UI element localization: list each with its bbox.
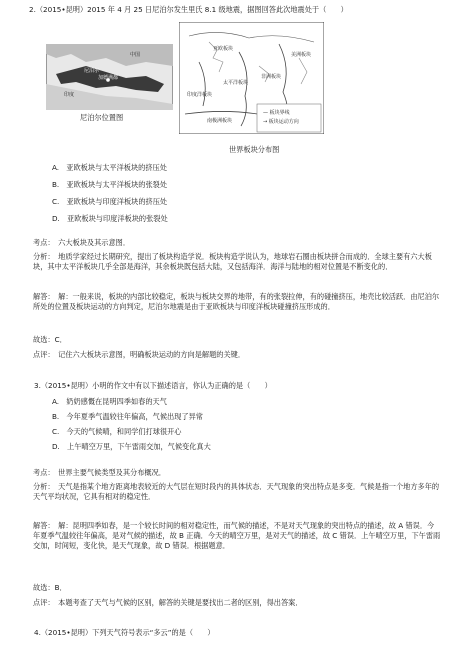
q3-option-d: D. 上午晴空万里，下午雷雨交加，气候变化真大 bbox=[52, 442, 211, 451]
q3-option-a: A. 奶奶感慨在昆明四季如春的天气 bbox=[52, 397, 167, 406]
plate-label-american: 美洲板块 bbox=[291, 52, 312, 58]
plates-map-graphic bbox=[179, 22, 324, 134]
q3-dianping: 点评： 本题考查了天气与气候的区别，解答的关键是要找出二者的区别，得出答案． bbox=[33, 598, 303, 607]
q3-jieda: 解答： 解：昆明四季如春，是一个较长时间的相对稳定性，而气候的描述，不是对天气现象的突出特点的描述，故 A 错误．今年夏季气温较往年偏高，是对气候的描述，故 B 正确．今天的晴空万里，是对天气的描述，故 C 错误．上午晴空万里，下午雷雨交加，时间短，变化快，是天气现象，故 D 错误．根据题意． bbox=[33, 521, 441, 550]
q2-option-d: D. 亚欧板块与印度洋板块的张裂处 bbox=[52, 214, 168, 223]
q3-fenxi: 分析： 天气是指某个地方距离地表较近的大气层在短时段内的具体状态．天气现象的突出特点是多变．气候是指一个地方多年的天气平均状况，它具有相对的稳定性． bbox=[33, 482, 440, 501]
map2-caption: 世界板块分布图 bbox=[229, 145, 280, 154]
q3-kaodian: 考点： 世界主要气候类型及其分布概况． bbox=[33, 468, 166, 477]
q2-guxuan: 故选：C． bbox=[33, 335, 67, 344]
legend-plate-motion: → 板块运动方向 bbox=[263, 119, 299, 125]
plate-label-african: 非洲板块 bbox=[261, 74, 282, 80]
q3-stem: 3.（2015•昆明）小明的作文中有以下描述语言，你认为正确的是（ ） bbox=[34, 381, 272, 390]
q2-option-a: A. 亚欧板块与太平洋板块的挤压处 bbox=[52, 163, 167, 172]
map1-label-kathmandu: 加德满都 bbox=[98, 75, 119, 81]
plate-label-eurasian: 亚欧板块 bbox=[213, 46, 234, 52]
plate-label-indian-ocean: 印度洋板块 bbox=[187, 92, 213, 98]
q3-option-c: C. 今天的气候晴，和同学们打球很开心 bbox=[52, 427, 182, 436]
q2-option-b: B. 亚欧板块与太平洋板块的张裂处 bbox=[52, 180, 168, 189]
plate-label-pacific: 太平洋板块 bbox=[223, 80, 249, 86]
q3-guxuan: 故选：B． bbox=[33, 583, 67, 592]
q2-dianping: 点评： 记住六大板块示意图，明确板块运动的方向是解题的关键． bbox=[33, 350, 246, 359]
q2-jieda: 解答： 解：一般来说，板块的内部比较稳定，板块与板块交界的地带，有的张裂拉伸，有的碰撞挤压，地壳比较活跃．由尼泊尔所处的位置及板块运动的方向判定，尼泊尔地震是由于亚欧板块与印度洋板块碰撞挤压形成的． bbox=[33, 292, 440, 311]
q3-option-b: B. 今年夏季气温较往年偏高，气候出现了异常 bbox=[52, 412, 203, 421]
q2-kaodian: 考点： 六大板块及其示意图． bbox=[33, 238, 131, 247]
q2-fenxi: 分析： 地质学家经过长期研究，提出了板块构造学说．板块构造学说认为，地球岩石圈由板块拼合而成的．全球主要有六大板块，其中太平洋板块几乎全部是海洋，其余板块既包括大陆，又包括海洋．海洋与陆地的相对位置是不断变化的． bbox=[33, 252, 432, 271]
map1-caption: 尼泊尔位置图 bbox=[80, 113, 124, 122]
nepal-location-map bbox=[46, 44, 173, 110]
world-plates-map bbox=[179, 22, 324, 134]
plate-label-antarctic: 南极洲板块 bbox=[207, 118, 233, 124]
q4-stem: 4.（2015•昆明）下列天气符号表示“多云”的是（ ） bbox=[34, 628, 215, 637]
map1-label-china: 中国 bbox=[130, 52, 141, 58]
legend-plate-boundary: — 板块界线 bbox=[263, 110, 290, 116]
map1-label-india: 印度 bbox=[64, 92, 75, 98]
map1-label-nepal: 尼泊尔 bbox=[84, 68, 100, 74]
q2-option-c: C. 亚欧板块与印度洋板块的挤压处 bbox=[52, 197, 168, 206]
q2-stem: 2.（2015•昆明）2015 年 4 月 25 日尼泊尔发生里氏 8.1 级地震，据图回答此次地震处于（ ） bbox=[29, 5, 348, 14]
